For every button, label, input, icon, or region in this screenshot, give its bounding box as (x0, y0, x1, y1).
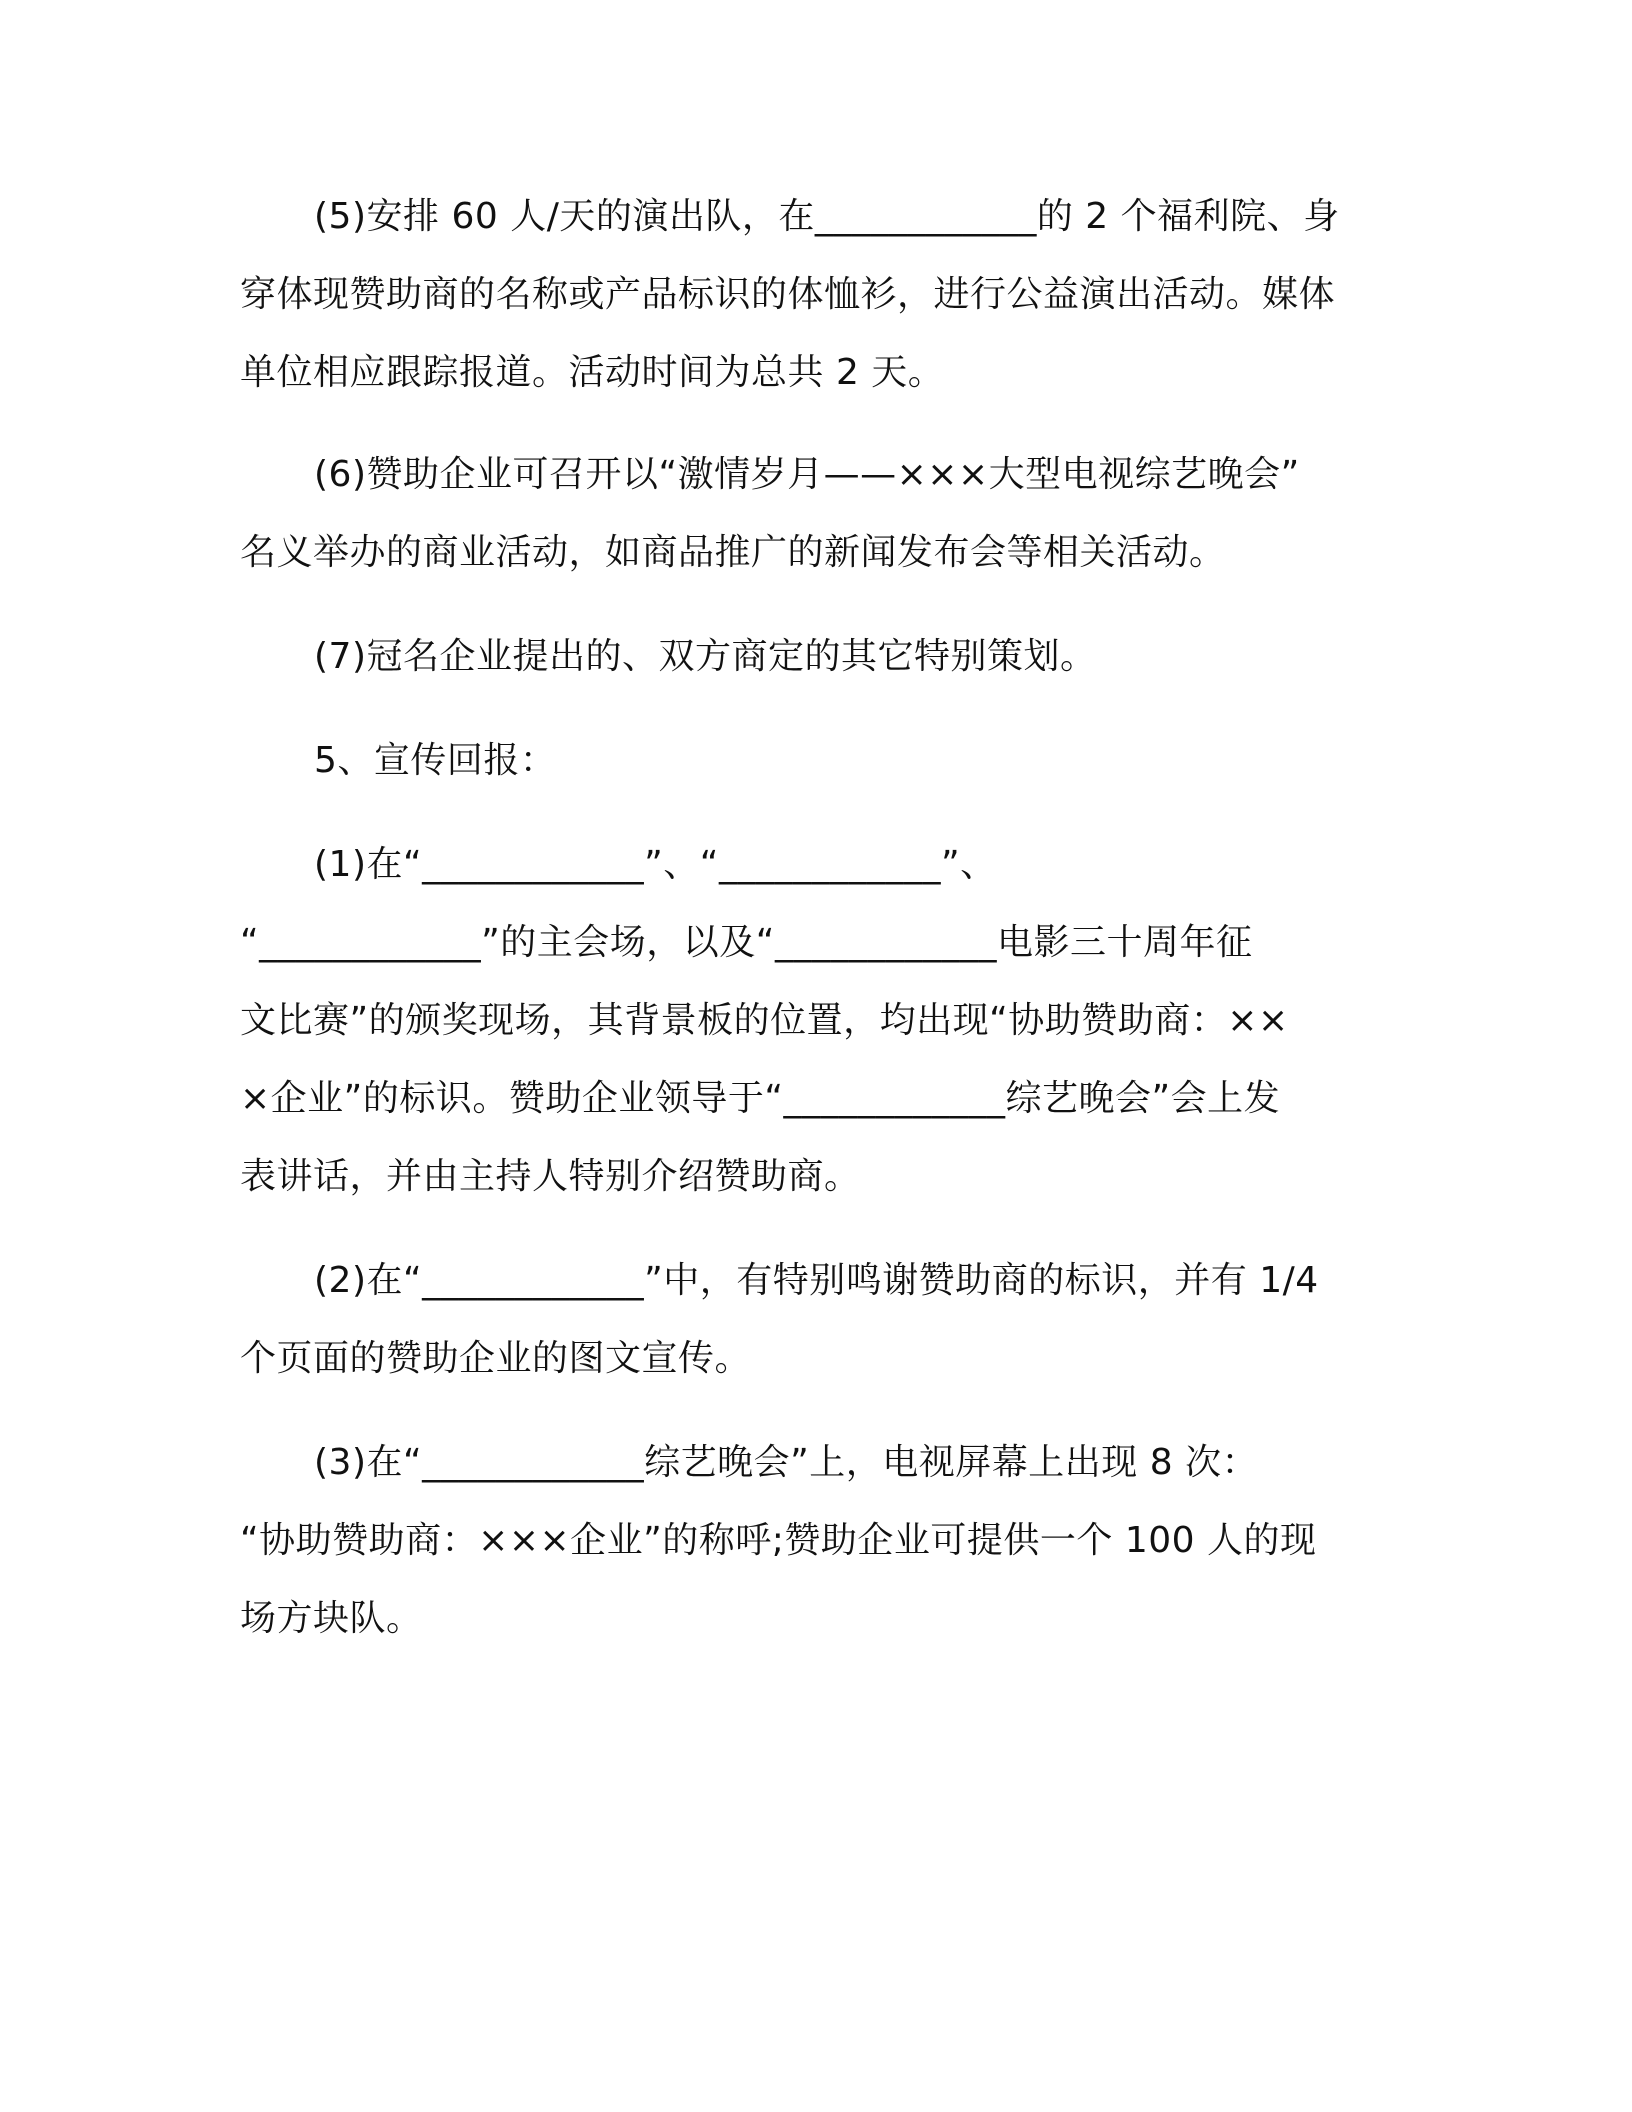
paragraph-line: (1)在“____________”、“____________”、 (314, 844, 997, 885)
paragraph-reward-2 (240, 1242, 1380, 1398)
paragraph-item-6 (240, 436, 1380, 592)
paragraph-line: 场方块队。 (240, 1598, 423, 1639)
paragraph-reward-3 (240, 1424, 1380, 1658)
paragraph-line: 穿体现赞助商的名称或产品标识的体恤衫，进行公益演出活动。媒体 (240, 274, 1336, 315)
paragraph-line: (2)在“____________”中，有特别鸣谢赞助商的标识，并有 1/4 (314, 1260, 1319, 1301)
paragraph-line: 单位相应跟踪报道。活动时间为总共 2 天。 (240, 352, 945, 393)
paragraph-line: “协助赞助商：×××企业”的称呼;赞助企业可提供一个 100 人的现 (240, 1520, 1317, 1561)
paragraph-line: 名义举办的商业活动，如商品推广的新闻发布会等相关活动。 (240, 532, 1226, 573)
paragraph-item-7 (240, 618, 1380, 696)
paragraph-reward-1 (240, 826, 1380, 1216)
paragraph-line: 文比赛”的颁奖现场，其背景板的位置，均出现“协助赞助商：×× (240, 1000, 1289, 1041)
section-heading-5 (240, 722, 1380, 800)
paragraph-line: (6)赞助企业可召开以“激情岁月——×××大型电视综艺晚会” (314, 454, 1300, 495)
paragraph-line: ×企业”的标识。赞助企业领导于“____________综艺晚会”会上发 (240, 1078, 1281, 1119)
section-heading-text: 5、宣传回报： (314, 740, 557, 781)
paragraph-item-5 (240, 178, 1380, 412)
paragraph-line: (7)冠名企业提出的、双方商定的其它特别策划。 (314, 636, 1097, 677)
paragraph-line: “____________”的主会场，以及“____________电影三十周年征 (240, 922, 1253, 963)
paragraph-line: 表讲话，并由主持人特别介绍赞助商。 (240, 1156, 861, 1197)
paragraph-line: (3)在“____________综艺晚会”上，电视屏幕上出现 8 次： (314, 1442, 1259, 1483)
paragraph-line: 个页面的赞助企业的图文宣传。 (240, 1338, 752, 1379)
paragraph-line: (5)安排 60 人/天的演出队，在____________的 2 个福利院、身 (314, 196, 1340, 237)
